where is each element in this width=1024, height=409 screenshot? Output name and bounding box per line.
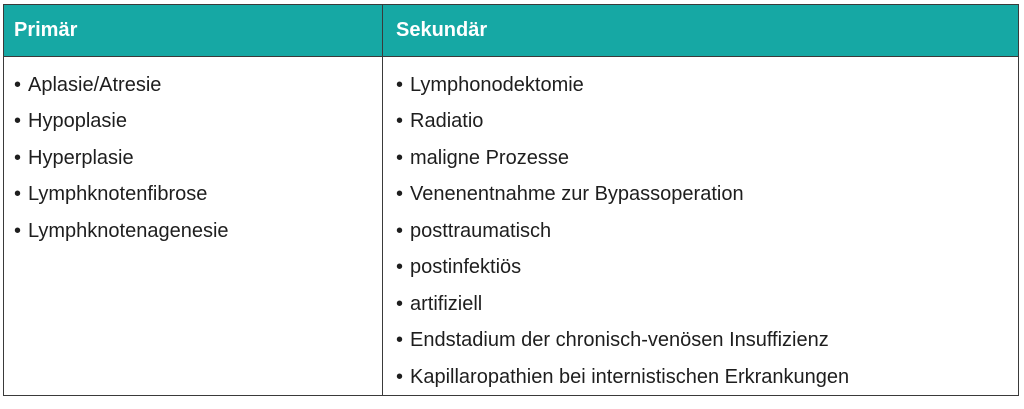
secondary-list [396, 67, 1018, 396]
bullet-icon: • [396, 256, 404, 278]
list-item [396, 176, 1018, 213]
list-item-text: posttraumatisch [410, 219, 552, 242]
list-item [14, 140, 382, 177]
table-body-row [4, 57, 1018, 396]
bullet-icon: • [14, 146, 22, 169]
list-item-text: postinfektiös [410, 256, 522, 278]
bullet-icon: • [396, 219, 404, 242]
bullet-icon: • [396, 146, 404, 169]
list-item [396, 249, 1018, 286]
header-secondary: Sekundär [396, 18, 488, 41]
header-primary: Primär [4, 5, 383, 56]
bullet-icon: • [396, 110, 404, 132]
list-item-text: Lymphknotenagenesie [28, 219, 229, 242]
list-item-text: Kapillaropathien bei internistischen Erkrankungen [410, 365, 850, 388]
list-item [396, 213, 1018, 250]
list-item-text: artifiziell [410, 292, 483, 315]
table-header-row [4, 5, 1018, 57]
list-item [396, 103, 1018, 140]
list-item-text: Venenentnahme zur Bypassoperation [410, 183, 744, 205]
list-item-text: Radiatio [410, 110, 484, 132]
bullet-icon: • [396, 183, 404, 205]
bullet-icon: • [396, 365, 404, 388]
primary-list [14, 67, 382, 250]
list-item-text: Hyperplasie [28, 146, 134, 169]
list-item-text: Endstadium der chronisch-venösen Insuffizienz [410, 329, 829, 351]
list-item [396, 359, 1018, 396]
list-item-text: maligne Prozesse [410, 146, 569, 169]
list-item [396, 322, 1018, 359]
list-item [14, 176, 382, 213]
bullet-icon: • [14, 110, 22, 132]
list-item-text: Aplasie/Atresie [28, 73, 162, 96]
list-item-text: Lymphknotenfibrose [28, 183, 208, 205]
bullet-icon: • [396, 329, 404, 351]
bullet-icon: • [14, 183, 22, 205]
list-item [14, 67, 382, 104]
primary-cell [4, 57, 383, 396]
bullet-icon: • [14, 219, 22, 242]
secondary-cell [383, 57, 1018, 396]
list-item [14, 103, 382, 140]
bullet-icon: • [396, 73, 404, 96]
list-item [396, 140, 1018, 177]
list-item [14, 213, 382, 250]
list-item [396, 286, 1018, 323]
causes-table [3, 4, 1019, 396]
bullet-icon: • [396, 292, 404, 315]
list-item-text: Hypoplasie [28, 110, 127, 132]
list-item [396, 67, 1018, 104]
bullet-icon: • [14, 73, 22, 96]
list-item-text: Lymphonodektomie [410, 73, 584, 96]
